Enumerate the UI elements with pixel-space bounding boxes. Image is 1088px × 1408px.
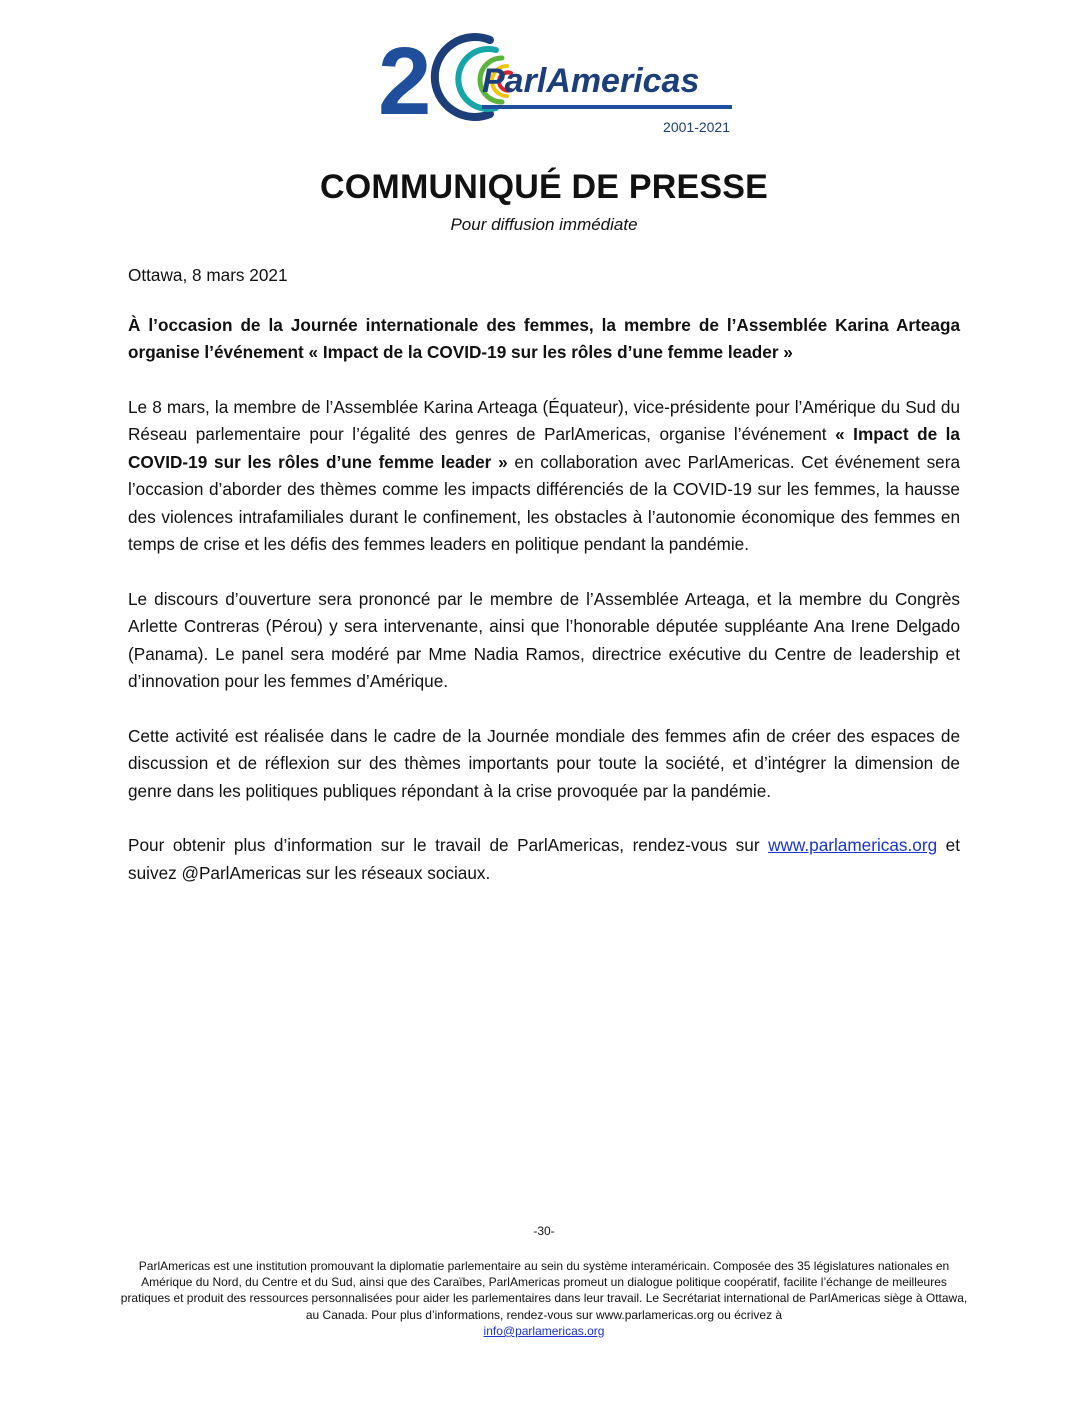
press-release-subtitle: Pour diffusion immédiate: [450, 215, 638, 234]
headline: À l’occasion de la Journée internationale des femmes, la membre de l’Assemblée Karina Arteaga organise l’événement « Impact de la COVID-19 sur les rôles d’une femme leader »: [128, 314, 960, 362]
press-release-body: [128, 262, 960, 914]
press-release-title: COMMUNIQUÉ DE PRESSE: [320, 168, 768, 206]
logo-number-2: 2: [378, 30, 432, 135]
paragraph-1-event-title: « Impact de la COVID-19 sur les rôles d’une femme leader »: [128, 424, 960, 472]
paragraph-3: Cette activité est réalisée dans le cadre de la Journée mondiale des femmes afin de créer des espaces de discussion et de réflexion sur des thèmes importants pour toute la société, et d’intégrer la dimension de genre dans les politiques publiques répondant à la crise provoquée par la pandémie.: [128, 725, 960, 801]
website-link[interactable]: www.parlamericas.org: [768, 835, 938, 855]
footer-text: ParlAmericas est une institution promouvant la diplomatie parlementaire au sein du système interaméricain. Composée des 35 législatures nationales en Amérique du Nord, du Centre et du Sud, ainsi que des Caraïbes, ParlAmericas promeut un dialogue politique coopératif, facilite l’échange de meilleures pratiques et produit des ressources personnalisées pour aider les parlementaires dans leur travail. Le Secrétariat international de ParlAmericas siège à Ottawa, au Canada. Pour plus d’informations, rendez-vous sur www.parlamericas.org ou écrivez à: [120, 1259, 968, 1322]
footer-about: [120, 1258, 968, 1339]
logo-underline: [482, 105, 732, 109]
footer-email-link[interactable]: info@parlamericas.org: [483, 1323, 605, 1338]
paragraph-2: Le discours d’ouverture sera prononcé par le membre de l’Assemblée Arteaga, et la membre du Congrès Arlette Contreras (Pérou) y sera intervenante, ainsi que l’honorable députée suppléante Ana Irene Delgado (Panama). Le panel sera modéré par Mme Nadia Ramos, directrice exécutive du Centre de leadership et d’innovation pour les femmes d’Amérique.: [128, 588, 960, 691]
paragraph-4-text-b: et suivez @ParlAmericas sur les réseaux sociaux.: [128, 835, 961, 883]
end-marker: -30-: [533, 1224, 555, 1238]
dateline: Ottawa, 8 mars 2021: [128, 265, 288, 285]
paragraph-4: [128, 832, 960, 887]
paragraph-1-text-a: Le 8 mars, la membre de l’Assemblée Karina Arteaga (Équateur), vice-présidente pour l’Amérique du Sud du Réseau parlementaire pour l’égalité des genres de ParlAmericas, organise l’événement: [128, 396, 960, 444]
paragraph-1: [128, 394, 960, 559]
logo-years: 2001-2021: [663, 119, 730, 135]
parlamericas-20th-logo: [378, 30, 738, 142]
paragraph-4-text-a: Pour obtenir plus d’information sur le travail de ParlAmericas, rendez-vous sur: [128, 835, 769, 855]
paragraph-1-text-b: en collaboration avec ParlAmericas. Cet événement sera l’occasion d’aborder des thèmes comme les impacts différenciés de la COVID-19 sur les femmes, la hausse des violences intrafamiliales durant le confinement, les obstacles à l’autonomie économique des femmes en temps de crise et les défis des femmes leaders en politique pendant la pandémie.: [128, 451, 961, 554]
logo-wordmark: ParlAmericas: [482, 62, 700, 100]
